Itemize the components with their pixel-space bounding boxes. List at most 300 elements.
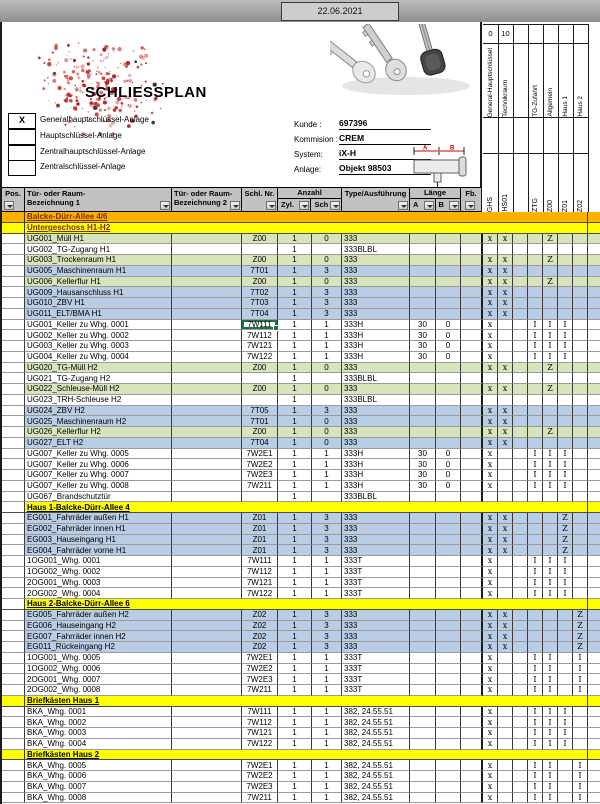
mark-z00-cell[interactable]: Z	[543, 363, 558, 374]
type-cell[interactable]: 333H	[342, 341, 410, 352]
length-b-cell[interactable]	[436, 287, 461, 298]
room-name-2-cell[interactable]	[172, 234, 242, 245]
mark-hs01-cell[interactable]	[498, 664, 513, 675]
mark-ztg-cell[interactable]	[528, 373, 543, 384]
door-name-cell[interactable]: BKA_Whg. 0003	[25, 728, 172, 739]
key-count-cell[interactable]: 0	[312, 363, 342, 374]
key-number-cell[interactable]: 7W112	[242, 330, 278, 341]
mark-z00-cell[interactable]: I	[543, 771, 558, 782]
mark-ghs-cell[interactable]: x	[483, 578, 498, 589]
room-name-2-cell[interactable]	[172, 470, 242, 481]
door-name-cell[interactable]: UG027_ELT H2	[25, 438, 172, 449]
door-name-cell[interactable]: UG003_Keller zu Whg. 0003	[25, 341, 172, 352]
fb-cell[interactable]	[461, 685, 483, 696]
fb-cell[interactable]	[461, 406, 483, 417]
mark-z01-cell[interactable]: I	[558, 459, 573, 470]
mark-z01-cell[interactable]	[558, 244, 573, 255]
row-tail-cell[interactable]	[588, 406, 600, 417]
row-tail-cell[interactable]	[588, 459, 600, 470]
pos-cell[interactable]	[2, 384, 25, 395]
key-count-cell[interactable]: 1	[312, 470, 342, 481]
mark-z01-cell[interactable]: Z	[558, 524, 573, 535]
room-name-2-cell[interactable]	[172, 459, 242, 470]
mark-z00-cell[interactable]	[543, 416, 558, 427]
door-name-cell[interactable]: UG067_Brandschutztür	[25, 492, 172, 503]
pos-cell[interactable]	[2, 674, 25, 685]
col-header-bezeichnung1[interactable]: Tür- oder Raum- Bezeichnung 1	[25, 188, 172, 211]
row-tail-cell[interactable]	[588, 438, 600, 449]
fb-cell[interactable]	[461, 363, 483, 374]
mark-z02-cell[interactable]	[573, 298, 588, 309]
key-count-cell[interactable]: 1	[312, 771, 342, 782]
mark-hs01-cell[interactable]	[498, 739, 513, 750]
pos-cell[interactable]	[2, 234, 25, 245]
type-cell[interactable]: 333H	[342, 320, 410, 331]
length-a-cell[interactable]	[410, 406, 436, 417]
length-a-cell[interactable]	[410, 621, 436, 632]
mark-z01-cell[interactable]	[558, 395, 573, 406]
section-title[interactable]: Haus 2-Balcke-Dürr-Allee 6	[25, 599, 588, 610]
room-name-2-cell[interactable]	[172, 427, 242, 438]
key-count-cell[interactable]: 1	[312, 664, 342, 675]
room-name-2-cell[interactable]	[172, 545, 242, 556]
type-cell[interactable]: 333	[342, 621, 410, 632]
row-tail-cell[interactable]	[588, 739, 600, 750]
cylinder-count-cell[interactable]: 1	[278, 481, 312, 492]
room-name-2-cell[interactable]	[172, 492, 242, 503]
mark-ztg-cell[interactable]	[528, 438, 543, 449]
cylinder-count-cell[interactable]: 1	[278, 588, 312, 599]
type-cell[interactable]: 333BLBL	[342, 373, 410, 384]
cylinder-count-cell[interactable]: 1	[278, 685, 312, 696]
room-name-2-cell[interactable]	[172, 287, 242, 298]
key-count-cell[interactable]: 1	[312, 685, 342, 696]
pos-cell[interactable]	[2, 223, 25, 234]
mark-z01-cell[interactable]: Z	[558, 535, 573, 546]
key-count-cell[interactable]: 0	[312, 384, 342, 395]
plan-type-checkbox[interactable]	[8, 129, 36, 145]
mark-z02-cell[interactable]	[573, 309, 588, 320]
mark-hs01-cell[interactable]: x	[498, 427, 513, 438]
mark-z02-cell[interactable]	[573, 438, 588, 449]
fb-cell[interactable]	[461, 255, 483, 266]
length-b-cell[interactable]	[436, 524, 461, 535]
mark-z00-cell[interactable]: I	[543, 760, 558, 771]
key-count-cell[interactable]: 1	[312, 320, 342, 331]
key-count-cell[interactable]: 0	[312, 416, 342, 427]
mark-ztg-cell[interactable]	[528, 395, 543, 406]
length-b-cell[interactable]	[436, 234, 461, 245]
row-tail-cell[interactable]	[588, 760, 600, 771]
length-b-cell[interactable]	[436, 244, 461, 255]
cylinder-count-cell[interactable]: 1	[278, 373, 312, 384]
mark-blank-cell[interactable]	[513, 631, 528, 642]
key-number-cell[interactable]: 7W211	[242, 793, 278, 804]
pos-cell[interactable]	[2, 728, 25, 739]
pos-cell[interactable]	[2, 524, 25, 535]
key-count-cell[interactable]: 3	[312, 535, 342, 546]
type-cell[interactable]: 333H	[342, 352, 410, 363]
pos-cell[interactable]	[2, 341, 25, 352]
key-number-cell[interactable]: 7T02	[242, 287, 278, 298]
door-name-cell[interactable]: BKA_Whg. 0006	[25, 771, 172, 782]
cylinder-count-cell[interactable]: 1	[278, 610, 312, 621]
mark-z01-cell[interactable]: I	[558, 470, 573, 481]
cylinder-count-cell[interactable]: 1	[278, 492, 312, 503]
mark-ztg-cell[interactable]	[528, 416, 543, 427]
pos-cell[interactable]	[2, 556, 25, 567]
key-number-cell[interactable]: 7W211	[242, 481, 278, 492]
mark-z02-cell[interactable]	[573, 341, 588, 352]
key-number-cell[interactable]: 7W2E1	[242, 653, 278, 664]
mark-blank-cell[interactable]	[513, 266, 528, 277]
mark-z00-cell[interactable]: Z	[543, 427, 558, 438]
length-b-cell[interactable]	[436, 395, 461, 406]
room-name-2-cell[interactable]	[172, 685, 242, 696]
room-name-2-cell[interactable]	[172, 363, 242, 374]
key-count-cell[interactable]: 3	[312, 610, 342, 621]
key-number-cell[interactable]: Z00	[242, 234, 278, 245]
key-number-cell[interactable]: 7W122	[242, 739, 278, 750]
mark-z01-cell[interactable]	[558, 782, 573, 793]
plan-type-checkbox[interactable]	[8, 145, 36, 161]
mark-z01-cell[interactable]	[558, 234, 573, 245]
fb-cell[interactable]	[461, 459, 483, 470]
mark-ztg-cell[interactable]	[528, 266, 543, 277]
cylinder-count-cell[interactable]: 1	[278, 771, 312, 782]
door-name-cell[interactable]: 2OG002_Whg. 0008	[25, 685, 172, 696]
room-name-2-cell[interactable]	[172, 621, 242, 632]
mark-z00-cell[interactable]	[543, 545, 558, 556]
key-number-cell[interactable]: Z01	[242, 513, 278, 524]
room-name-2-cell[interactable]	[172, 320, 242, 331]
mark-blank-cell[interactable]	[513, 255, 528, 266]
mark-hs01-cell[interactable]	[498, 674, 513, 685]
length-a-cell[interactable]	[410, 653, 436, 664]
mark-ztg-cell[interactable]: I	[528, 470, 543, 481]
mark-ghs-cell[interactable]: x	[483, 685, 498, 696]
mark-z00-cell[interactable]	[543, 395, 558, 406]
row-tail-cell[interactable]	[588, 610, 600, 621]
order-field-value[interactable]: CREM	[339, 133, 431, 145]
key-count-cell[interactable]: 1	[312, 793, 342, 804]
mark-z01-cell[interactable]	[558, 266, 573, 277]
key-number-cell[interactable]: 7W2E3	[242, 470, 278, 481]
mark-z00-cell[interactable]: Z	[543, 234, 558, 245]
length-a-cell[interactable]	[410, 309, 436, 320]
key-number-cell[interactable]: 7T04	[242, 309, 278, 320]
type-cell[interactable]: 333	[342, 277, 410, 288]
room-name-2-cell[interactable]	[172, 341, 242, 352]
door-name-cell[interactable]: 1OG002_Whg. 0002	[25, 567, 172, 578]
key-count-cell[interactable]: 1	[312, 717, 342, 728]
length-b-cell[interactable]	[436, 782, 461, 793]
fb-cell[interactable]	[461, 373, 483, 384]
key-count-cell[interactable]: 3	[312, 266, 342, 277]
mark-hs01-cell[interactable]: x	[498, 406, 513, 417]
mark-ghs-cell[interactable]: x	[483, 266, 498, 277]
pos-cell[interactable]	[2, 793, 25, 804]
type-cell[interactable]: 333	[342, 363, 410, 374]
type-cell[interactable]: 333	[342, 524, 410, 535]
mark-ghs-cell[interactable]	[483, 395, 498, 406]
type-cell[interactable]: 382, 24.55.51	[342, 728, 410, 739]
mark-z01-cell[interactable]	[558, 287, 573, 298]
fb-cell[interactable]	[461, 277, 483, 288]
fb-cell[interactable]	[461, 320, 483, 331]
mark-z01-cell[interactable]: I	[558, 449, 573, 460]
key-number-cell[interactable]: 7T01	[242, 416, 278, 427]
mark-z00-cell[interactable]: I	[543, 793, 558, 804]
fb-cell[interactable]	[461, 545, 483, 556]
door-name-cell[interactable]: BKA_Whg. 0002	[25, 717, 172, 728]
length-b-cell[interactable]	[436, 363, 461, 374]
order-field-value[interactable]: 697396	[339, 118, 431, 130]
mark-blank-cell[interactable]	[513, 674, 528, 685]
pos-cell[interactable]	[2, 395, 25, 406]
key-count-cell[interactable]	[312, 244, 342, 255]
door-name-cell[interactable]: EG011_Rückeingang H2	[25, 642, 172, 653]
cylinder-count-cell[interactable]: 1	[278, 244, 312, 255]
mark-ztg-cell[interactable]	[528, 277, 543, 288]
length-a-cell[interactable]	[410, 567, 436, 578]
mark-z02-cell[interactable]	[573, 266, 588, 277]
mark-hs01-cell[interactable]	[498, 567, 513, 578]
pos-cell[interactable]	[2, 653, 25, 664]
mark-hs01-cell[interactable]	[498, 459, 513, 470]
fb-cell[interactable]	[461, 664, 483, 675]
room-name-2-cell[interactable]	[172, 406, 242, 417]
type-cell[interactable]: 333H	[342, 459, 410, 470]
door-name-cell[interactable]: UG009_Hausanschluss H1	[25, 287, 172, 298]
door-name-cell[interactable]: EG004_Fahrräder vorne H1	[25, 545, 172, 556]
col-header-bezeichnung2[interactable]: Tür- oder Raum- Bezeichnung 2	[172, 188, 242, 211]
cylinder-count-cell[interactable]: 1	[278, 760, 312, 771]
mark-ztg-cell[interactable]	[528, 384, 543, 395]
length-a-cell[interactable]: 30	[410, 481, 436, 492]
row-tail-cell[interactable]	[588, 384, 600, 395]
mark-hs01-cell[interactable]	[498, 707, 513, 718]
mark-ghs-cell[interactable]: x	[483, 653, 498, 664]
door-name-cell[interactable]: UG001_Keller zu Whg. 0001	[25, 320, 172, 331]
mark-ghs-cell[interactable]: x	[483, 556, 498, 567]
pos-cell[interactable]	[2, 771, 25, 782]
row-tail-cell[interactable]	[588, 578, 600, 589]
mark-z02-cell[interactable]: I	[573, 653, 588, 664]
length-b-cell[interactable]: 0	[436, 330, 461, 341]
key-count-cell[interactable]: 1	[312, 341, 342, 352]
mark-ztg-cell[interactable]: I	[528, 330, 543, 341]
length-b-cell[interactable]	[436, 610, 461, 621]
mark-ghs-cell[interactable]: x	[483, 739, 498, 750]
cylinder-count-cell[interactable]: 1	[278, 470, 312, 481]
fb-cell[interactable]	[461, 621, 483, 632]
row-tail-cell[interactable]	[588, 642, 600, 653]
mark-z02-cell[interactable]: I	[573, 782, 588, 793]
mark-blank-cell[interactable]	[513, 481, 528, 492]
mark-hs01-cell[interactable]: x	[498, 621, 513, 632]
mark-ztg-cell[interactable]: I	[528, 341, 543, 352]
mark-blank-cell[interactable]	[513, 760, 528, 771]
mark-blank-cell[interactable]	[513, 782, 528, 793]
length-b-cell[interactable]	[436, 427, 461, 438]
mark-z00-cell[interactable]: I	[543, 449, 558, 460]
fb-cell[interactable]	[461, 610, 483, 621]
pos-cell[interactable]	[2, 416, 25, 427]
mark-ghs-cell[interactable]: x	[483, 782, 498, 793]
key-count-cell[interactable]	[543, 24, 559, 44]
cylinder-count-cell[interactable]: 1	[278, 384, 312, 395]
type-cell[interactable]: 333H	[342, 449, 410, 460]
row-tail-cell[interactable]	[588, 255, 600, 266]
pos-cell[interactable]	[2, 760, 25, 771]
mark-z00-cell[interactable]: I	[543, 481, 558, 492]
key-number-cell[interactable]: 7W2E1	[242, 760, 278, 771]
pos-cell[interactable]	[2, 750, 25, 761]
door-name-cell[interactable]: UG005_Maschinenraum H1	[25, 266, 172, 277]
row-tail-cell[interactable]	[588, 707, 600, 718]
mark-ghs-cell[interactable]: x	[483, 728, 498, 739]
key-count-cell[interactable]: 3	[312, 631, 342, 642]
mark-ztg-cell[interactable]	[528, 631, 543, 642]
mark-z02-cell[interactable]	[573, 373, 588, 384]
room-name-2-cell[interactable]	[172, 771, 242, 782]
door-name-cell[interactable]: UG020_TG-Müll H2	[25, 363, 172, 374]
mark-blank-cell[interactable]	[513, 621, 528, 632]
cylinder-count-cell[interactable]: 1	[278, 513, 312, 524]
mark-z00-cell[interactable]	[543, 621, 558, 632]
mark-z02-cell[interactable]	[573, 556, 588, 567]
mark-ghs-cell[interactable]: x	[483, 384, 498, 395]
mark-ztg-cell[interactable]	[528, 524, 543, 535]
mark-z00-cell[interactable]	[543, 513, 558, 524]
fb-cell[interactable]	[461, 470, 483, 481]
mark-blank-cell[interactable]	[513, 567, 528, 578]
key-count-cell[interactable]	[312, 395, 342, 406]
row-tail-cell[interactable]	[588, 631, 600, 642]
mark-z02-cell[interactable]	[573, 416, 588, 427]
mark-blank-cell[interactable]	[513, 707, 528, 718]
mark-ghs-cell[interactable]: x	[483, 449, 498, 460]
fb-cell[interactable]	[461, 395, 483, 406]
mark-z00-cell[interactable]: I	[543, 320, 558, 331]
type-cell[interactable]: 382, 24.55.51	[342, 760, 410, 771]
type-cell[interactable]: 333H	[342, 481, 410, 492]
mark-ghs-cell[interactable]: x	[483, 621, 498, 632]
mark-blank-cell[interactable]	[513, 588, 528, 599]
key-count-cell[interactable]: 1	[312, 728, 342, 739]
length-a-cell[interactable]: 30	[410, 459, 436, 470]
pos-cell[interactable]	[2, 459, 25, 470]
pos-cell[interactable]	[2, 588, 25, 599]
cylinder-count-cell[interactable]: 1	[278, 363, 312, 374]
mark-z01-cell[interactable]	[558, 653, 573, 664]
mark-z01-cell[interactable]: I	[558, 556, 573, 567]
mark-ztg-cell[interactable]: I	[528, 556, 543, 567]
length-b-cell[interactable]	[436, 653, 461, 664]
mark-z00-cell[interactable]: I	[543, 556, 558, 567]
mark-hs01-cell[interactable]	[498, 330, 513, 341]
cylinder-count-cell[interactable]: 1	[278, 277, 312, 288]
type-cell[interactable]: 333	[342, 266, 410, 277]
type-cell[interactable]: 333	[342, 513, 410, 524]
order-field-value[interactable]: iX-H	[339, 148, 431, 160]
length-a-cell[interactable]: 30	[410, 341, 436, 352]
mark-z02-cell[interactable]	[573, 320, 588, 331]
mark-hs01-cell[interactable]	[498, 685, 513, 696]
mark-ztg-cell[interactable]: I	[528, 459, 543, 470]
mark-z01-cell[interactable]	[558, 760, 573, 771]
mark-ztg-cell[interactable]: I	[528, 653, 543, 664]
room-name-2-cell[interactable]	[172, 567, 242, 578]
mark-z02-cell[interactable]	[573, 459, 588, 470]
mark-z00-cell[interactable]	[543, 642, 558, 653]
length-a-cell[interactable]	[410, 395, 436, 406]
mark-z01-cell[interactable]	[558, 664, 573, 675]
mark-blank-cell[interactable]	[513, 330, 528, 341]
row-tail-cell[interactable]	[588, 352, 600, 363]
row-tail-cell[interactable]	[588, 664, 600, 675]
length-b-cell[interactable]	[436, 545, 461, 556]
type-cell[interactable]: 333	[342, 427, 410, 438]
mark-z02-cell[interactable]	[573, 707, 588, 718]
key-count-cell[interactable]: 3	[312, 545, 342, 556]
door-name-cell[interactable]: UG022_Schleuse-Müll H2	[25, 384, 172, 395]
length-a-cell[interactable]	[410, 782, 436, 793]
plan-type-checkbox[interactable]: X	[8, 113, 36, 129]
mark-blank-cell[interactable]	[513, 739, 528, 750]
mark-blank-cell[interactable]	[513, 427, 528, 438]
length-a-cell[interactable]	[410, 492, 436, 503]
fb-cell[interactable]	[461, 567, 483, 578]
room-name-2-cell[interactable]	[172, 330, 242, 341]
length-b-cell[interactable]	[436, 664, 461, 675]
length-b-cell[interactable]	[436, 717, 461, 728]
mark-hs01-cell[interactable]	[498, 578, 513, 589]
fb-cell[interactable]	[461, 535, 483, 546]
door-name-cell[interactable]: EG003_Hauseingang H1	[25, 535, 172, 546]
length-a-cell[interactable]: 30	[410, 470, 436, 481]
mark-ghs-cell[interactable]: x	[483, 631, 498, 642]
key-count-cell[interactable]: 0	[312, 234, 342, 245]
cylinder-count-cell[interactable]: 1	[278, 545, 312, 556]
pos-cell[interactable]	[2, 212, 25, 223]
mark-ghs-cell[interactable]: x	[483, 406, 498, 417]
cylinder-count-cell[interactable]: 1	[278, 642, 312, 653]
key-count-cell[interactable]: 1	[312, 567, 342, 578]
mark-hs01-cell[interactable]: x	[498, 384, 513, 395]
row-tail-cell[interactable]	[588, 728, 600, 739]
mark-ghs-cell[interactable]: x	[483, 416, 498, 427]
fb-cell[interactable]	[461, 728, 483, 739]
key-number-cell[interactable]: Z00	[242, 384, 278, 395]
mark-z01-cell[interactable]	[558, 309, 573, 320]
mark-z00-cell[interactable]	[543, 244, 558, 255]
pos-cell[interactable]	[2, 578, 25, 589]
mark-ghs-cell[interactable]: x	[483, 298, 498, 309]
mark-z02-cell[interactable]	[573, 255, 588, 266]
key-count-cell[interactable]: 1	[312, 578, 342, 589]
room-name-2-cell[interactable]	[172, 588, 242, 599]
mark-ghs-cell[interactable]: x	[483, 771, 498, 782]
length-b-cell[interactable]: 0	[436, 459, 461, 470]
room-name-2-cell[interactable]	[172, 277, 242, 288]
pos-cell[interactable]	[2, 513, 25, 524]
mark-z02-cell[interactable]: Z	[573, 642, 588, 653]
key-count-cell[interactable]	[573, 24, 589, 44]
length-a-cell[interactable]	[410, 363, 436, 374]
mark-blank-cell[interactable]	[513, 610, 528, 621]
